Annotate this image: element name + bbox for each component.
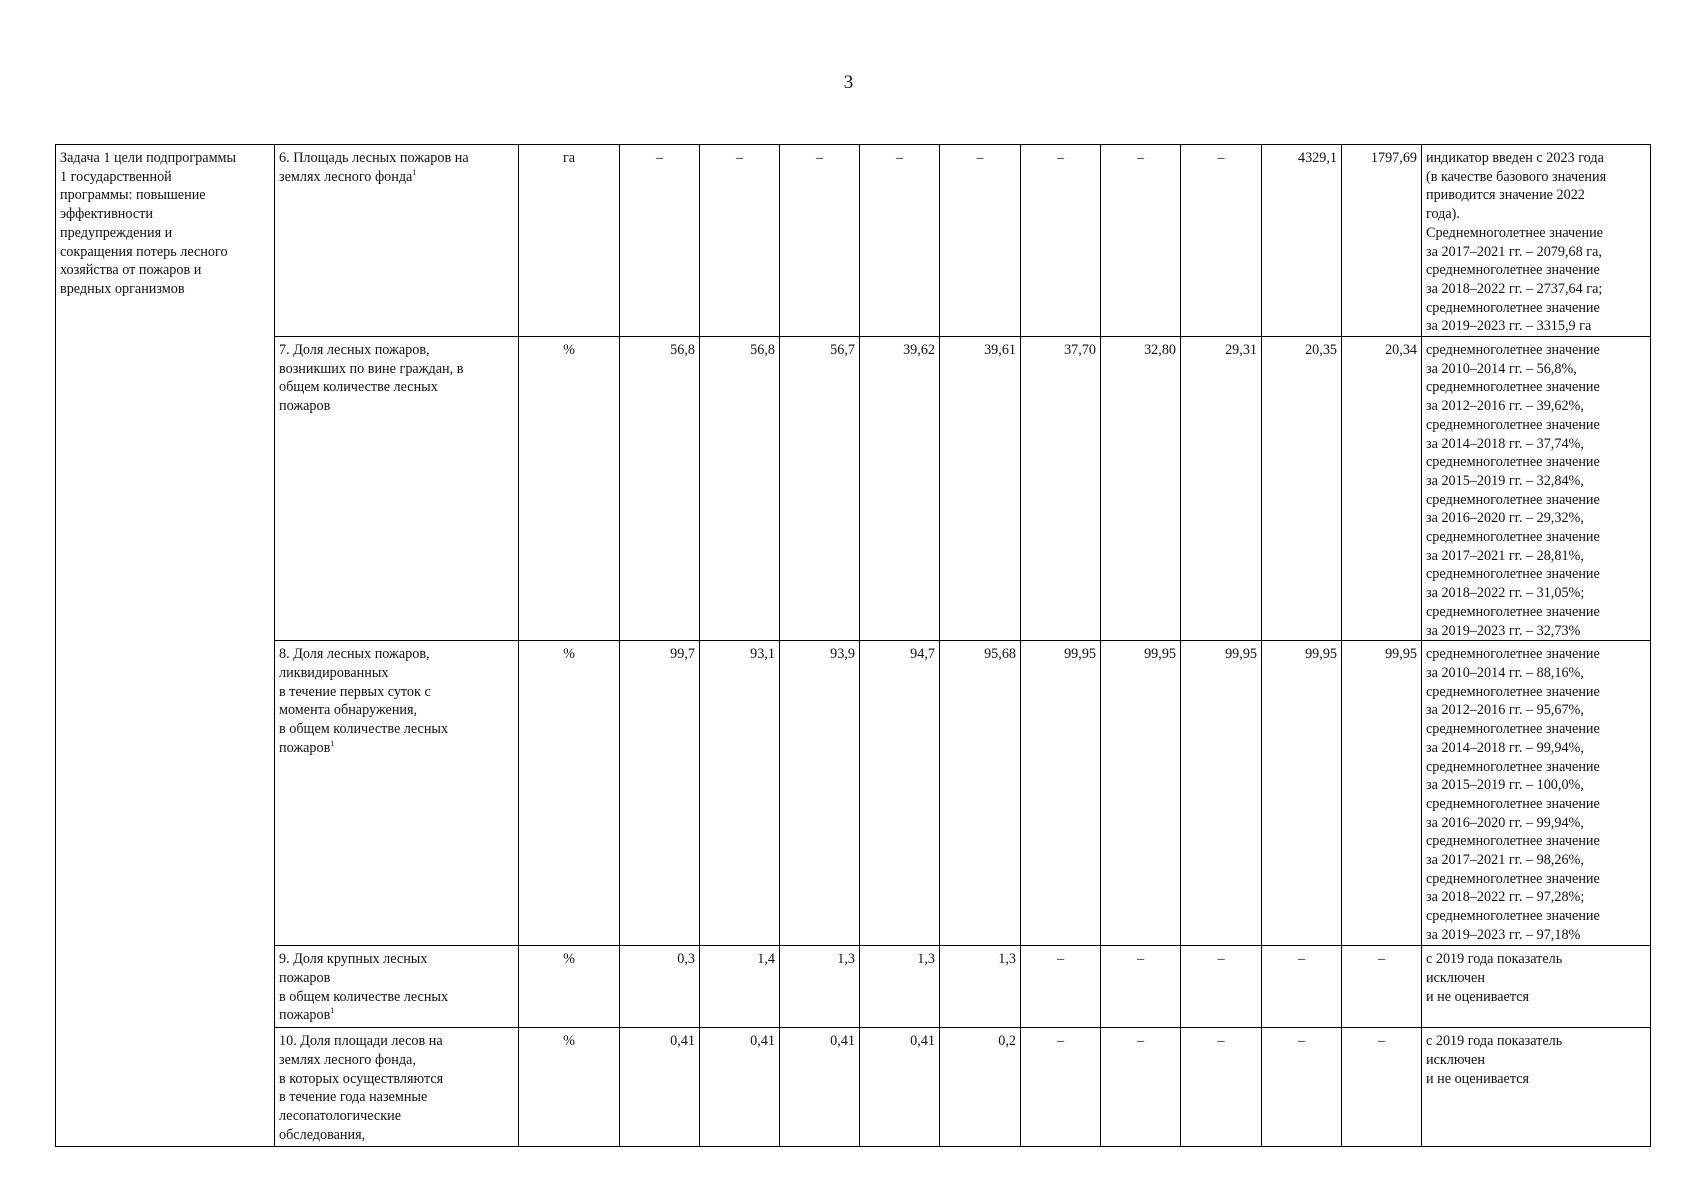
text-line: и не оценивается xyxy=(1426,988,1530,1005)
text-line: за 2019–2023 гг. – 97,18% xyxy=(1426,926,1581,943)
table-row xyxy=(56,337,1651,641)
text-line: среднемноголетнее значение xyxy=(1426,683,1600,700)
text-line: с 2019 года показатель xyxy=(1426,951,1563,968)
value-cell: 95,68 xyxy=(940,641,1021,946)
table-row xyxy=(56,145,1651,337)
text-line-content: пожаров xyxy=(279,739,331,756)
text-line: 8. Доля лесных пожаров, xyxy=(279,646,430,663)
text-line: за 2010–2014 гг. – 88,16%, xyxy=(1426,664,1584,681)
value-cell: 4329,1 xyxy=(1262,145,1342,337)
text-line: возникших по вине граждан, в xyxy=(279,360,464,377)
text-line: года). xyxy=(1426,206,1460,223)
text-line: за 2012–2016 гг. – 39,62%, xyxy=(1426,398,1584,415)
text-line: предупреждения и xyxy=(60,224,173,241)
value-cell: 0,41 xyxy=(860,1028,940,1147)
text-line: 1 государственной xyxy=(60,168,172,185)
text-line: среднемноголетнее значение xyxy=(1426,416,1600,433)
text-line: обследования, xyxy=(279,1126,366,1143)
value-cell: 37,70 xyxy=(1021,337,1101,641)
value-cell: – xyxy=(1021,946,1101,1028)
value-cell: – xyxy=(780,145,860,337)
text-line: вредных организмов xyxy=(60,280,185,297)
value-cell: 0,41 xyxy=(700,1028,780,1147)
value-cell: – xyxy=(700,145,780,337)
value-cell: 20,35 xyxy=(1262,337,1342,641)
text-line: сокращения потерь лесного xyxy=(60,243,228,260)
indicator-name-cell xyxy=(275,337,519,641)
text-line: программы: повышение xyxy=(60,187,206,204)
text-line: хозяйства от пожаров и xyxy=(60,262,202,279)
unit-cell: га xyxy=(519,145,620,337)
value-cell: 99,95 xyxy=(1181,641,1262,946)
indicators-table xyxy=(55,144,1651,1147)
text-line: момента обнаружения, xyxy=(279,702,418,719)
value-cell: 1,3 xyxy=(780,946,860,1028)
value-cell: 0,41 xyxy=(780,1028,860,1147)
text-line: общем количестве лесных xyxy=(279,379,438,396)
text-line: Задача 1 цели подпрограммы xyxy=(60,150,237,166)
value-cell: – xyxy=(1101,1028,1181,1147)
text-line: за 2018–2022 гг. – 97,28%; xyxy=(1426,889,1585,906)
text-line: среднемноголетнее значение xyxy=(1426,833,1600,850)
text-line: среднемноголетнее значение xyxy=(1426,721,1600,738)
value-cell: 1,4 xyxy=(700,946,780,1028)
task-cell xyxy=(56,145,275,1147)
text-line: 9. Доля крупных лесных xyxy=(279,951,428,968)
text-line: Среднемноголетнее значение xyxy=(1426,224,1603,241)
text-line-content: пожаров xyxy=(279,1007,331,1024)
text-line: в общем количестве лесных xyxy=(279,988,449,1005)
text-line: за 2018–2022 гг. – 31,05%; xyxy=(1426,585,1585,602)
footnote-marker: 1 xyxy=(330,738,335,748)
footnote-marker: 1 xyxy=(330,1006,335,1016)
text-line: среднемноголетнее значение xyxy=(1426,646,1600,663)
value-cell: – xyxy=(1021,1028,1101,1147)
text-line: исключен xyxy=(1426,1051,1485,1068)
text-line: среднемноголетнее значение xyxy=(1426,529,1600,546)
value-cell: – xyxy=(1181,946,1262,1028)
text-line: за 2010–2014 гг. – 56,8%, xyxy=(1426,360,1577,377)
text-line: среднемноголетнее значение xyxy=(1426,566,1600,583)
value-cell: 99,95 xyxy=(1342,641,1422,946)
text-line: пожаров xyxy=(279,398,331,415)
value-cell: 29,31 xyxy=(1181,337,1262,641)
text-line: и не оценивается xyxy=(1426,1070,1530,1087)
text-line: в течение первых суток с xyxy=(279,683,431,700)
value-cell: 93,9 xyxy=(780,641,860,946)
value-cell: – xyxy=(1181,1028,1262,1147)
indicator-name-cell xyxy=(275,946,519,1028)
table-body xyxy=(56,145,1651,1147)
text-line: за 2017–2021 гг. – 2079,68 га, xyxy=(1426,243,1602,260)
text-line: эффективности xyxy=(60,206,153,223)
value-cell: 99,7 xyxy=(620,641,700,946)
text-line: среднемноголетнее значение xyxy=(1426,758,1600,775)
indicator-name-cell xyxy=(275,1028,519,1147)
value-cell: 1,3 xyxy=(940,946,1021,1028)
text-line: среднемноголетнее значение xyxy=(1426,795,1600,812)
value-cell: 0,41 xyxy=(620,1028,700,1147)
note-cell xyxy=(1422,1028,1651,1147)
text-line: за 2012–2016 гг. – 95,67%, xyxy=(1426,702,1584,719)
value-cell: 39,61 xyxy=(940,337,1021,641)
text-line: за 2014–2018 гг. – 99,94%, xyxy=(1426,739,1584,756)
text-line: индикатор введен с 2023 года xyxy=(1426,150,1604,166)
text-line: в которых осуществляются xyxy=(279,1070,444,1087)
value-cell: 0,3 xyxy=(620,946,700,1028)
text-line: среднемноголетнее значение xyxy=(1426,299,1600,316)
value-cell: 39,62 xyxy=(860,337,940,641)
text-line xyxy=(279,739,514,758)
text-line: среднемноголетнее значение xyxy=(1426,603,1600,620)
table-row xyxy=(56,946,1651,1028)
value-cell: 99,95 xyxy=(1021,641,1101,946)
text-line: среднемноголетнее значение xyxy=(1426,870,1600,887)
unit-cell: % xyxy=(519,641,620,946)
text-line: за 2016–2020 гг. – 29,32%, xyxy=(1426,510,1584,527)
text-line: за 2017–2021 гг. – 28,81%, xyxy=(1426,547,1584,564)
note-cell xyxy=(1422,946,1651,1028)
value-cell: – xyxy=(1342,1028,1422,1147)
text-line: за 2019–2023 гг. – 32,73% xyxy=(1426,622,1581,639)
text-line: за 2018–2022 гг. – 2737,64 га; xyxy=(1426,280,1603,297)
text-line-content: землях лесного фонда xyxy=(279,168,413,185)
text-line: среднемноголетнее значение xyxy=(1426,379,1600,396)
text-line: лесопатологические xyxy=(279,1108,402,1125)
value-cell: – xyxy=(940,145,1021,337)
value-cell: – xyxy=(1262,946,1342,1028)
text-line xyxy=(279,1006,514,1025)
indicator-name-cell xyxy=(275,641,519,946)
text-line: за 2016–2020 гг. – 99,94%, xyxy=(1426,814,1584,831)
value-cell: – xyxy=(1342,946,1422,1028)
note-cell xyxy=(1422,337,1651,641)
unit-cell: % xyxy=(519,946,620,1028)
indicator-name-cell xyxy=(275,145,519,337)
text-line: исключен xyxy=(1426,969,1485,986)
text-line: среднемноголетнее значение xyxy=(1426,908,1600,925)
text-line: 10. Доля площади лесов на xyxy=(279,1033,443,1050)
value-cell: – xyxy=(1021,145,1101,337)
table-row xyxy=(56,1028,1651,1147)
text-line: среднемноголетнее значение xyxy=(1426,454,1600,471)
text-line: в течение года наземные xyxy=(279,1089,428,1106)
unit-cell: % xyxy=(519,337,620,641)
value-cell: – xyxy=(1101,946,1181,1028)
value-cell: 1797,69 xyxy=(1342,145,1422,337)
text-line: с 2019 года показатель xyxy=(1426,1033,1563,1050)
value-cell: 56,8 xyxy=(620,337,700,641)
value-cell: 94,7 xyxy=(860,641,940,946)
text-line: за 2019–2023 гг. – 3315,9 га xyxy=(1426,318,1592,335)
value-cell: 32,80 xyxy=(1101,337,1181,641)
value-cell: 20,34 xyxy=(1342,337,1422,641)
value-cell: 99,95 xyxy=(1101,641,1181,946)
value-cell: – xyxy=(1181,145,1262,337)
text-line: среднемноголетнее значение xyxy=(1426,262,1600,279)
note-cell xyxy=(1422,641,1651,946)
text-line: за 2015–2019 гг. – 100,0%, xyxy=(1426,777,1584,794)
text-line xyxy=(279,168,514,187)
footnote-marker: 1 xyxy=(412,167,417,177)
text-line: за 2015–2019 гг. – 32,84%, xyxy=(1426,472,1584,489)
text-line: в общем количестве лесных xyxy=(279,721,449,738)
text-line: ликвидированных xyxy=(279,664,389,681)
unit-cell: % xyxy=(519,1028,620,1147)
text-line: приводится значение 2022 xyxy=(1426,187,1585,204)
value-cell: 0,2 xyxy=(940,1028,1021,1147)
text-line: среднемноголетнее значение xyxy=(1426,342,1600,359)
text-line: пожаров xyxy=(279,969,331,986)
value-cell: 56,7 xyxy=(780,337,860,641)
value-cell: 56,8 xyxy=(700,337,780,641)
value-cell: – xyxy=(860,145,940,337)
value-cell: – xyxy=(1262,1028,1342,1147)
table-row xyxy=(56,641,1651,946)
text-line: за 2017–2021 гг. – 98,26%, xyxy=(1426,852,1584,869)
text-line: за 2014–2018 гг. – 37,74%, xyxy=(1426,435,1584,452)
text-line: 7. Доля лесных пожаров, xyxy=(279,342,430,359)
text-line: землях лесного фонда, xyxy=(279,1051,416,1068)
text-line: (в качестве базового значения xyxy=(1426,168,1607,185)
page-number: 3 xyxy=(843,72,854,93)
value-cell: 1,3 xyxy=(860,946,940,1028)
value-cell: – xyxy=(1101,145,1181,337)
value-cell: – xyxy=(620,145,700,337)
text-line: среднемноголетнее значение xyxy=(1426,491,1600,508)
text-line: 6. Площадь лесных пожаров на xyxy=(279,150,469,166)
note-cell xyxy=(1422,145,1651,337)
value-cell: 93,1 xyxy=(700,641,780,946)
value-cell: 99,95 xyxy=(1262,641,1342,946)
